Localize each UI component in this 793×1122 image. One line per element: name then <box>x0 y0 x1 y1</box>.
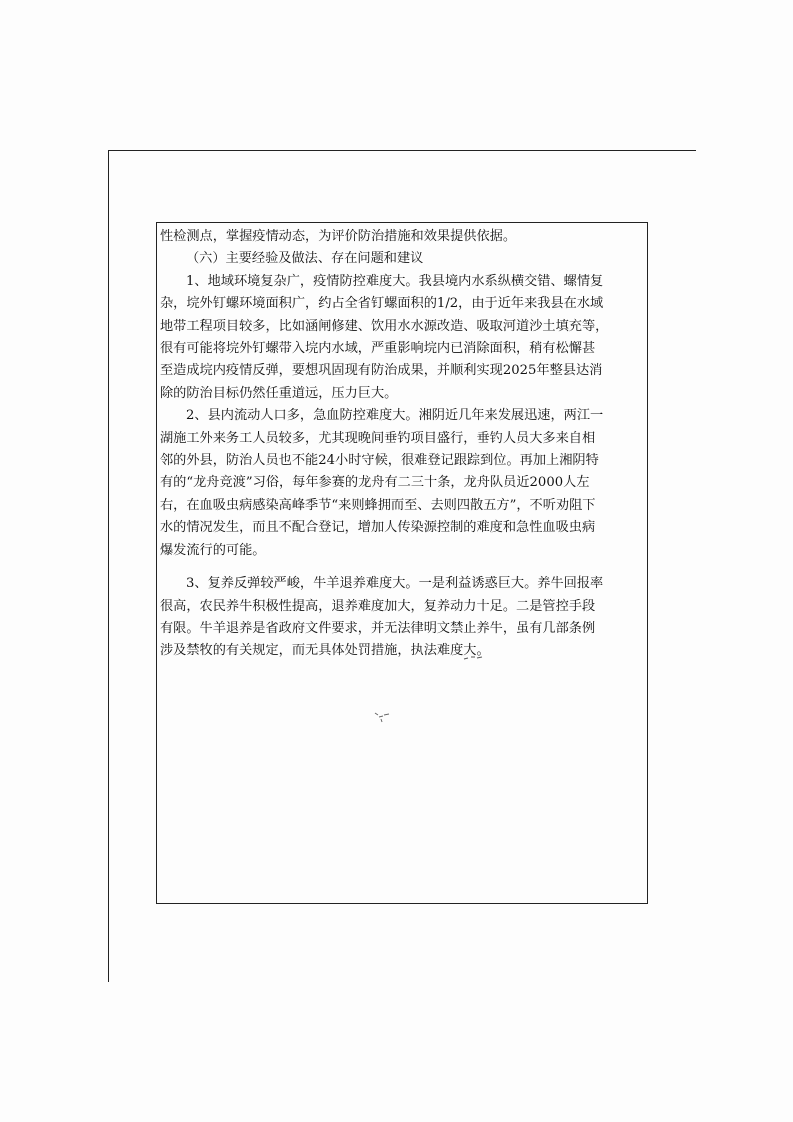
paragraph-line: 有的“龙舟竞渡”习俗，每年参赛的龙舟有二三十条，龙舟队员近2000人左 <box>160 475 590 491</box>
paragraph-line: 有限。牛羊退养是省政府文件要求，并无法律明文禁止养牛，虽有几部条例 <box>160 620 596 636</box>
paragraph-line: 水的情况发生，而且不配合登记，增加人传染源控制的难度和急性血吸虫病 <box>160 520 596 536</box>
paragraph-3 <box>160 573 646 663</box>
paragraph-2 <box>160 405 646 562</box>
paragraph-line: 邻的外县，防治人员也不能24小时守候，很难登记跟踪到位。再加上湘阴特 <box>160 453 599 469</box>
body-text <box>160 226 646 663</box>
section-heading: （六）主要经验及做法、存在问题和建议 <box>186 251 424 267</box>
paragraph-line: 右，在血吸虫病感染高峰季节“来则蜂拥而至、去则四散五方”，不听劝阻下 <box>160 497 596 513</box>
paragraph-line: 涉及禁牧的有关规定，而无具体处罚措施，执法难度大。 <box>160 643 490 659</box>
paragraph-line: 除的防治目标仍然任重道远，压力巨大。 <box>160 385 398 401</box>
paragraph-line: 很高，农民养牛积极性提高，退养难度加大，复养动力十足。二是管控手段 <box>160 598 596 614</box>
paragraph-line: 爆发流行的可能。 <box>160 542 266 558</box>
paragraph-gap <box>160 562 646 573</box>
scan-speck-mark <box>463 655 483 661</box>
page-left-rule <box>108 150 109 982</box>
paragraph-1 <box>160 271 646 405</box>
scan-speck-mark <box>373 710 391 724</box>
paragraph-line: 性检测点，掌握疫情动态，为评价防治措施和效果提供依据。 <box>160 229 517 244</box>
page-top-rule <box>108 150 696 151</box>
paragraph-line: 湖施工外来务工人员较多，尤其现晚间垂钓项目盛行，垂钓人员大多来自相 <box>160 430 596 446</box>
paragraph-line: 很有可能将垸外钉螺带入垸内水域，严重影响垸内已消除面积，稍有松懈甚 <box>160 341 596 357</box>
paragraph-line: 杂，垸外钉螺环境面积广，约占全省钉螺面积的1/2，由于近年来我县在水域 <box>160 296 604 312</box>
paragraph-line: 至造成垸内疫情反弹，要想巩固现有防治成果，并顺利实现2025年整县达消 <box>160 363 603 379</box>
paragraph-line: 1、地域环境复杂广，疫情防控难度大。我县境内水系纵横交错、螺情复 <box>186 273 604 289</box>
paragraph-line: 地带工程项目较多，比如涵闸修建、饮用水水源改造、吸取河道沙土填充等， <box>160 318 609 334</box>
paragraph-line: 3、复养反弹较严峻，牛羊退养难度大。一是利益诱惑巨大。养牛回报率 <box>186 576 604 592</box>
paragraph-line: 2、县内流动人口多，急血防控难度大。湘阴近几年来发展迅速，两江一 <box>186 408 604 424</box>
